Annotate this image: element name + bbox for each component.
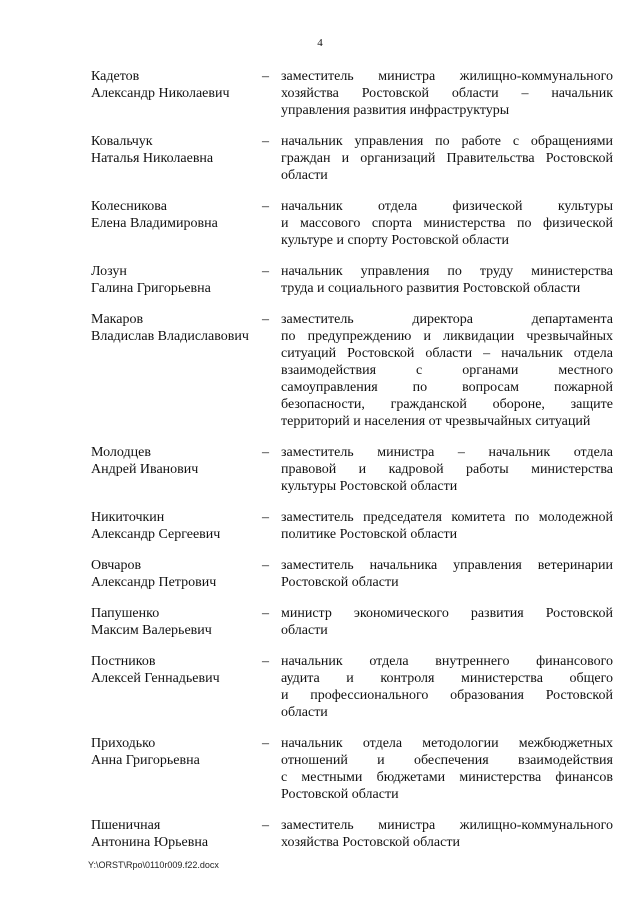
dash-separator: – xyxy=(262,264,269,279)
given-names: Анна Григорьевна xyxy=(91,753,200,768)
surname: Колесникова xyxy=(91,199,167,214)
position-line: правовой и кадровой работы министерства xyxy=(281,462,613,477)
person-name xyxy=(91,817,262,851)
position-line: заместитель министра жилищно-коммунального xyxy=(281,818,613,833)
position-line: управления развития инфраструктуры xyxy=(281,103,510,118)
surname: Овчаров xyxy=(91,558,142,573)
person-entry xyxy=(91,68,613,119)
surname: Никиточкин xyxy=(91,510,165,525)
position-title xyxy=(281,311,613,430)
position-line: начальник отдела физической культуры xyxy=(281,199,613,214)
position-title xyxy=(281,133,613,184)
given-names: Антонина Юрьевна xyxy=(91,835,209,850)
given-names: Елена Владимировна xyxy=(91,216,218,231)
person-entry xyxy=(91,198,613,249)
position-line: заместитель начальника управления ветеринарии xyxy=(281,558,613,573)
person-name xyxy=(91,605,262,639)
given-names: Галина Григорьевна xyxy=(91,281,211,296)
surname: Лозун xyxy=(91,264,127,279)
surname: Приходько xyxy=(91,736,156,751)
dash-separator: – xyxy=(262,558,269,573)
position-line: территорий и населения от чрезвычайных ситуаций xyxy=(281,414,591,429)
position-line: граждан и организаций Правительства Ростовской xyxy=(281,151,613,166)
position-line: аудита и контроля министерства общего xyxy=(281,671,613,686)
position-line: и массового спорта министерства по физической xyxy=(281,216,613,231)
person-entry xyxy=(91,263,613,297)
surname: Макаров xyxy=(91,312,144,327)
position-title xyxy=(281,444,613,495)
position-line: начальник отдела методологии межбюджетных xyxy=(281,736,613,751)
position-line: начальник управления по труду министерства xyxy=(281,264,613,279)
position-line: по предупреждению и ликвидации чрезвычайных xyxy=(281,329,613,344)
position-line: самоуправления по вопросам пожарной xyxy=(281,380,613,395)
surname: Пшеничная xyxy=(91,818,161,833)
dash-separator: – xyxy=(262,69,269,84)
dash-separator: – xyxy=(262,736,269,751)
person-entry xyxy=(91,557,613,591)
person-entry xyxy=(91,653,613,721)
dash-separator: – xyxy=(262,134,269,149)
given-names: Александр Петрович xyxy=(91,575,217,590)
person-name xyxy=(91,263,262,297)
person-entry xyxy=(91,605,613,639)
given-names: Наталья Николаевна xyxy=(91,151,214,166)
position-line: и профессионального образования Ростовской xyxy=(281,688,613,703)
position-line: начальник отдела внутреннего финансового xyxy=(281,654,613,669)
entries-list xyxy=(91,68,613,851)
dash-separator: – xyxy=(262,654,269,669)
position-title xyxy=(281,263,613,297)
given-names: Александр Николаевич xyxy=(91,86,230,101)
dash-separator: – xyxy=(262,510,269,525)
position-line: области xyxy=(281,168,328,183)
person-entry xyxy=(91,735,613,803)
position-line: Ростовской области xyxy=(281,787,399,802)
person-name xyxy=(91,133,262,184)
position-line: хозяйства Ростовской области – начальник xyxy=(281,86,613,101)
person-name xyxy=(91,557,262,591)
person-name xyxy=(91,311,262,430)
position-title xyxy=(281,735,613,803)
person-name xyxy=(91,444,262,495)
position-line: культуре и спорту Ростовской области xyxy=(281,233,509,248)
given-names: Александр Сергеевич xyxy=(91,527,221,542)
position-line: хозяйства Ростовской области xyxy=(281,835,460,850)
position-line: заместитель министра жилищно-коммунального xyxy=(281,69,613,84)
position-line: отношений и обеспечения взаимодействия xyxy=(281,753,613,768)
position-title xyxy=(281,653,613,721)
person-name xyxy=(91,68,262,119)
person-name xyxy=(91,735,262,803)
position-title xyxy=(281,817,613,851)
position-line: области xyxy=(281,623,328,638)
given-names: Андрей Иванович xyxy=(91,462,199,477)
person-name xyxy=(91,653,262,721)
position-line: министр экономического развития Ростовской xyxy=(281,606,613,621)
position-title xyxy=(281,198,613,249)
position-line: заместитель министра – начальник отдела xyxy=(281,445,613,460)
given-names: Алексей Геннадьевич xyxy=(91,671,220,686)
person-entry xyxy=(91,444,613,495)
position-title xyxy=(281,557,613,591)
position-line: культуры Ростовской области xyxy=(281,479,458,494)
person-name xyxy=(91,509,262,543)
person-name xyxy=(91,198,262,249)
person-entry xyxy=(91,509,613,543)
surname: Постников xyxy=(91,654,156,669)
surname: Ковальчук xyxy=(91,134,153,149)
dash-separator: – xyxy=(262,445,269,460)
file-path-footer: Y:\ORST\Rpo\0110r009.f22.docx xyxy=(88,860,219,870)
position-line: заместитель председателя комитета по молодежной xyxy=(281,510,613,525)
dash-separator: – xyxy=(262,199,269,214)
surname: Молодцев xyxy=(91,445,151,460)
position-title xyxy=(281,509,613,543)
person-entry xyxy=(91,311,613,430)
position-line: ситуаций Ростовской области – начальник отдела xyxy=(281,346,613,361)
dash-separator: – xyxy=(262,818,269,833)
person-entry xyxy=(91,133,613,184)
position-line: Ростовской области xyxy=(281,575,399,590)
position-line: заместитель директора департамента xyxy=(281,312,613,327)
surname: Папушенко xyxy=(91,606,160,621)
position-line: труда и социального развития Ростовской области xyxy=(281,281,581,296)
given-names: Максим Валерьевич xyxy=(91,623,212,638)
position-title xyxy=(281,605,613,639)
dash-separator: – xyxy=(262,312,269,327)
surname: Кадетов xyxy=(91,69,140,84)
position-line: области xyxy=(281,705,328,720)
position-line: политике Ростовской области xyxy=(281,527,458,542)
position-title xyxy=(281,68,613,119)
page-number: 4 xyxy=(317,37,323,49)
position-line: взаимодействия с органами местного xyxy=(281,363,613,378)
position-line: безопасности, гражданской обороне, защите xyxy=(281,397,613,412)
given-names: Владислав Владиславович xyxy=(91,329,249,344)
dash-separator: – xyxy=(262,606,269,621)
person-entry xyxy=(91,817,613,851)
position-line: с местными бюджетами министерства финансов xyxy=(281,770,613,785)
position-line: начальник управления по работе с обращениями xyxy=(281,134,613,149)
